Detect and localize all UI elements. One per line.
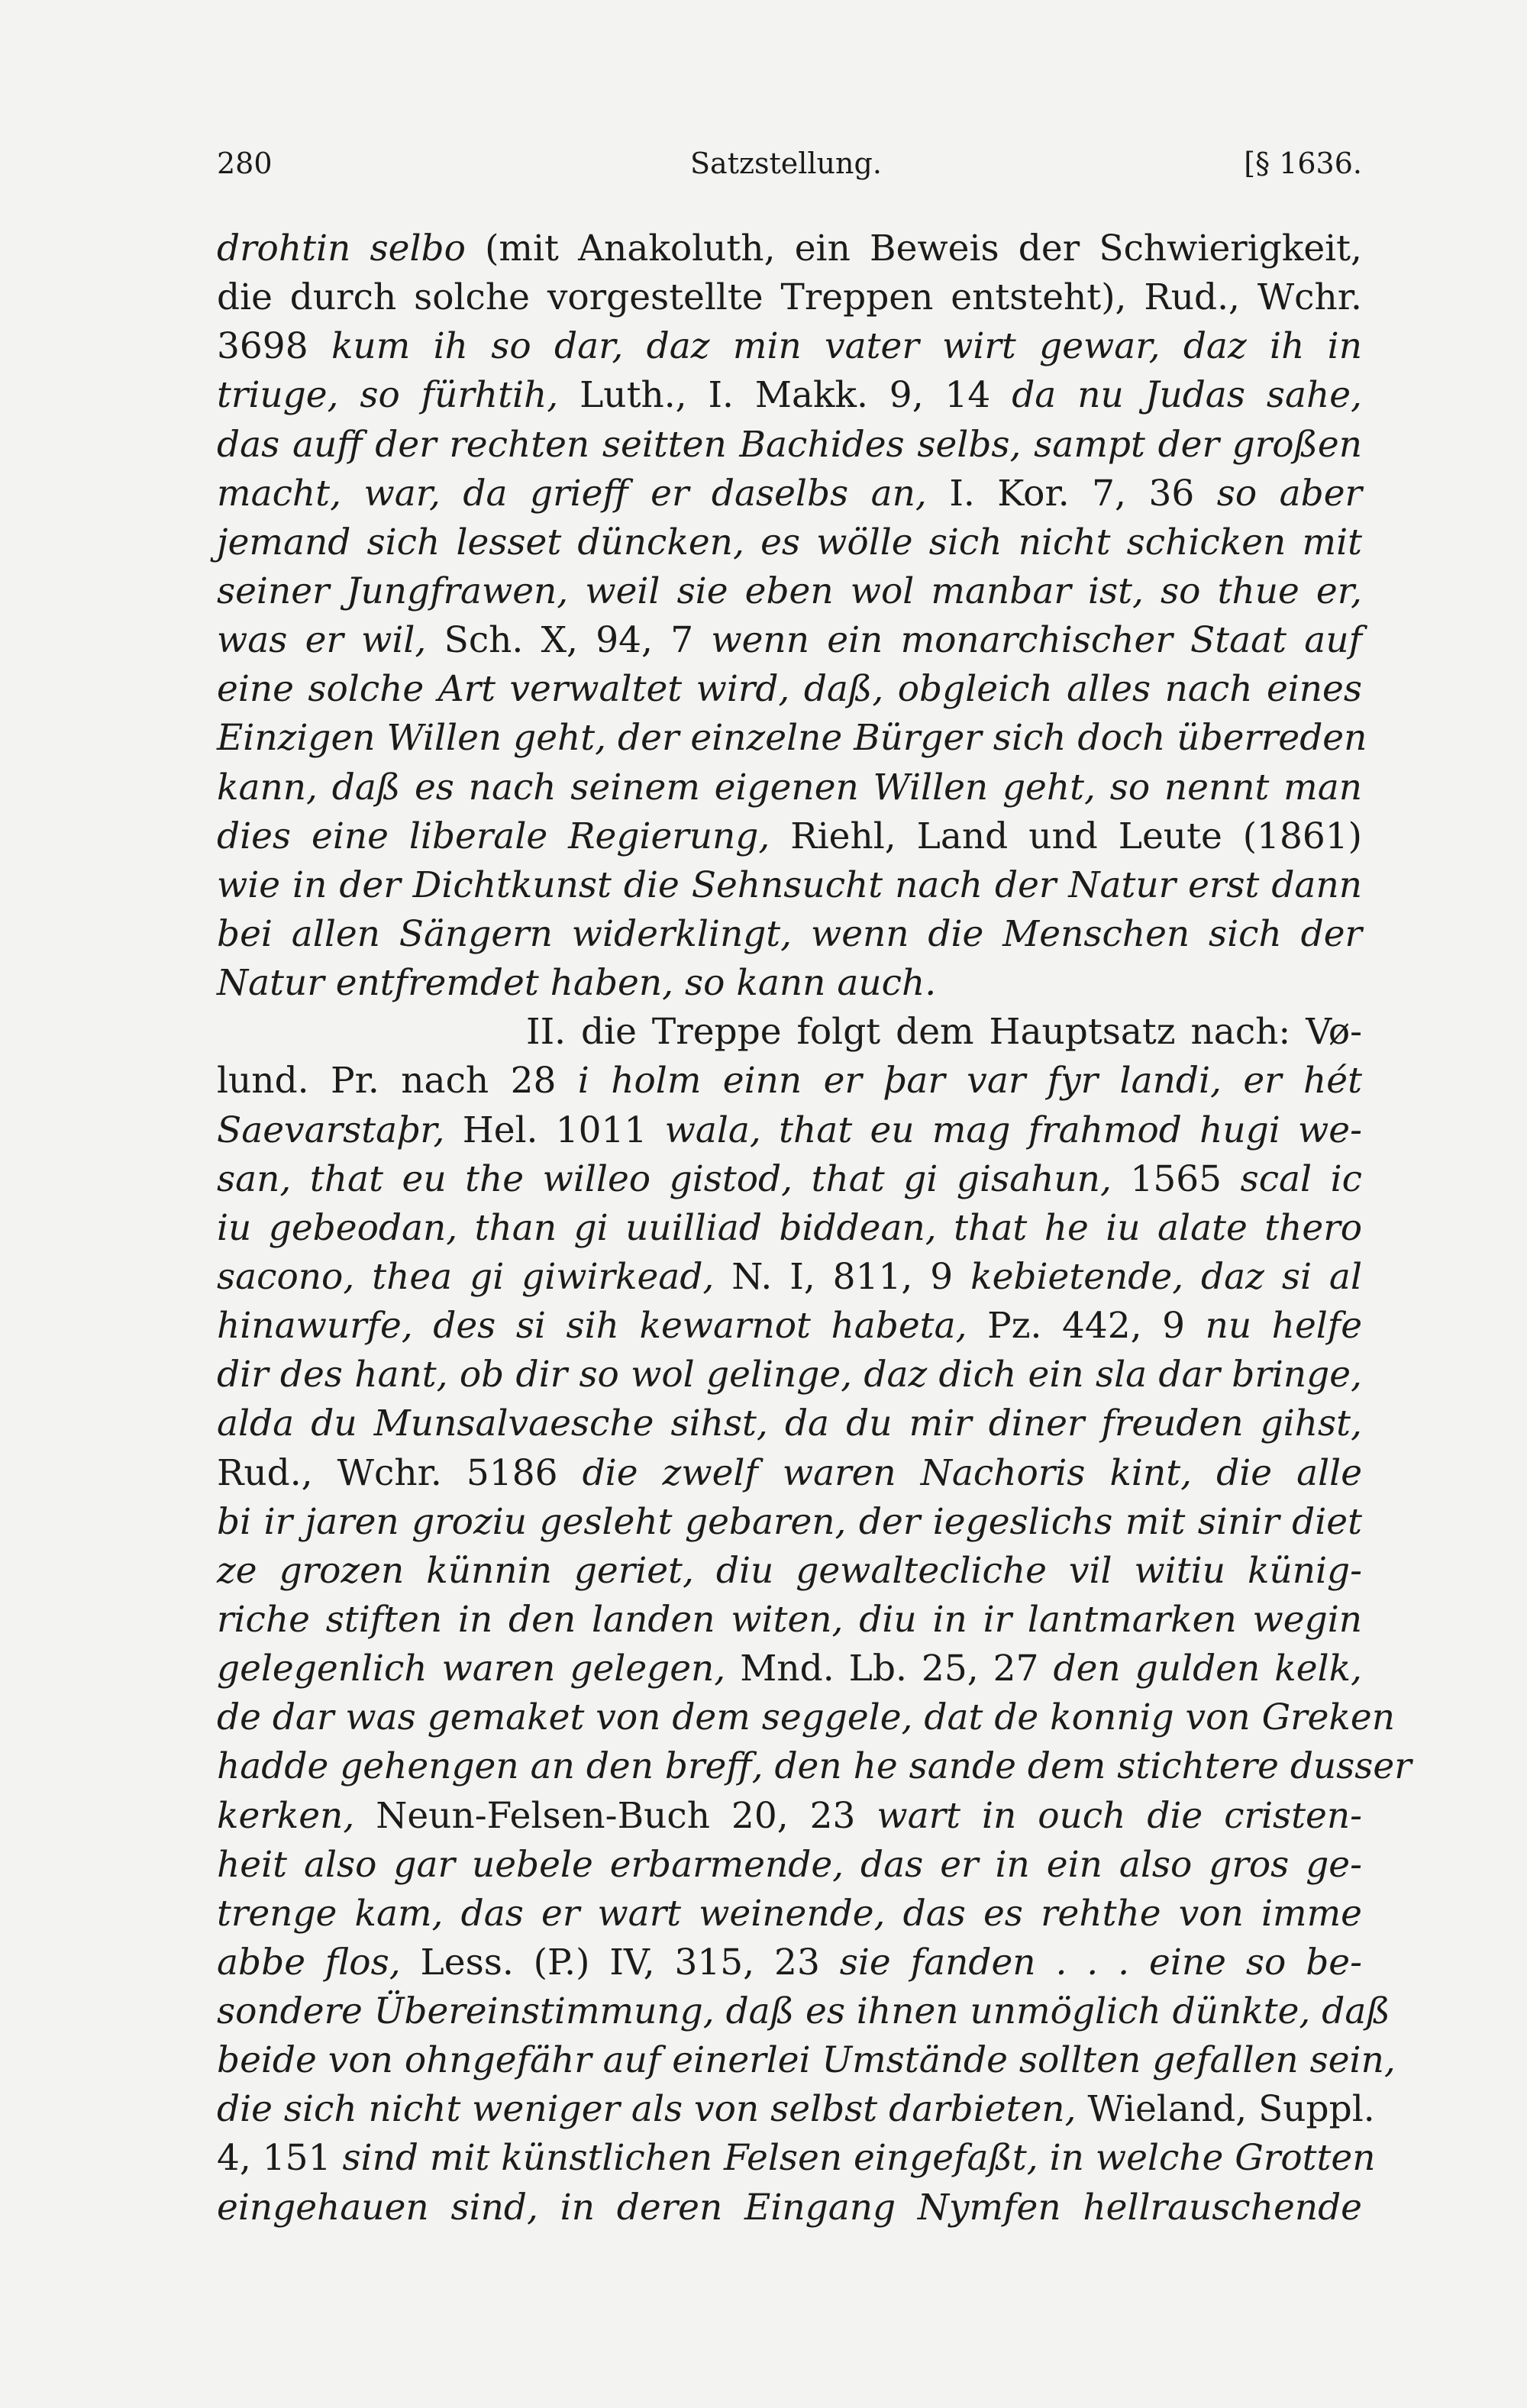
text-line — [217, 861, 1362, 910]
roman-segment: II. die Treppe folgt dem Hauptsatz nach: Vø- — [526, 1011, 1362, 1054]
italic-segment: was er wil, — [217, 619, 427, 662]
running-title: Satzstellung. — [690, 147, 882, 180]
roman-segment: 4, 151 — [217, 2137, 343, 2180]
text-line — [217, 1351, 1362, 1399]
text-line — [217, 371, 1362, 420]
text-line — [217, 1253, 1362, 1302]
text-line — [217, 1155, 1362, 1204]
text-line — [217, 1302, 1362, 1351]
text-line — [217, 1890, 1362, 1938]
italic-segment: kerken, — [217, 1794, 355, 1837]
text-line — [217, 1449, 1362, 1498]
text-line — [217, 322, 1362, 371]
roman-segment: 3698 — [217, 325, 331, 368]
italic-segment: eingehauen sind, in deren Eingang Nymfen hellrauschende — [217, 2186, 1362, 2229]
italic-segment: bi ir jaren groziu gesleht gebaren, der iegeslichs mit sinir diet — [217, 1500, 1362, 1543]
italic-segment: sacono, thea gi giwirkead, — [217, 1255, 715, 1298]
italic-segment: das auff der rechten seitten Bachides selbs, sampt der großen — [217, 423, 1362, 466]
italic-segment: dir des hant, ob dir so wol gelinge, daz dich ein sla dar bringe, — [217, 1354, 1362, 1396]
text-line — [217, 2036, 1396, 2085]
roman-segment: Rud., Wchr. 5186 — [217, 1451, 583, 1494]
roman-segment: Hel. 1011 — [444, 1109, 665, 1151]
roman-segment: Pz. 442, 9 — [967, 1305, 1206, 1348]
italic-segment: jemand sich lesset düncken, es wölle sich nicht schicken mit — [217, 521, 1362, 563]
italic-segment: bei allen Sängern widerklingt, wenn die Menschen sich der — [217, 912, 1362, 955]
italic-segment: triuge, so fürhtih, — [217, 374, 559, 417]
text-line — [217, 1742, 1412, 1791]
roman-segment: Less. (P.) IV, 315, 23 — [400, 1941, 840, 1984]
text-line — [217, 1057, 1362, 1106]
italic-segment: Natur entfremdet haben, so kann auch. — [217, 962, 937, 1005]
roman-segment: 1565 — [1111, 1157, 1241, 1200]
text-line — [217, 1645, 1362, 1693]
text-line — [217, 1204, 1362, 1253]
italic-segment: kum ih so dar, daz min vater wirt gewar, daz ih in — [331, 325, 1362, 368]
italic-segment: riche stiften in den landen witen, diu in ir lantmarken wegin — [217, 1598, 1362, 1641]
text-line — [217, 224, 1362, 273]
italic-segment: drohtin selbo — [217, 228, 466, 270]
text-line — [217, 421, 1362, 470]
italic-segment: heit also gar uebele erbarmende, das er in ein also gros ge- — [217, 1843, 1362, 1886]
text-line — [217, 1841, 1362, 1890]
running-header — [217, 147, 1362, 200]
italic-segment: hadde gehengen an den breff, den he sande dem stichtere dusser — [217, 1745, 1412, 1788]
text-line — [217, 2184, 1362, 2232]
body-text — [217, 224, 1412, 2232]
italic-segment: beide von ohngefähr auf einerlei Umstände sollten gefallen sein, — [217, 2039, 1396, 2082]
text-line — [217, 910, 1362, 959]
text-line — [217, 665, 1362, 714]
italic-segment: i holm einn er þar var fyr landi, er hét — [577, 1060, 1362, 1102]
italic-segment: alda du Munsalvaesche sihst, da du mir diner freuden gihst, — [217, 1403, 1362, 1445]
italic-segment: so aber — [1216, 472, 1363, 515]
text-line — [217, 2085, 1375, 2134]
italic-segment: sind mit künstlichen Felsen eingefaßt, in welche Grotten — [342, 2137, 1376, 2180]
text-line — [217, 1987, 1390, 2036]
italic-segment: kann, daß es nach seinem eigenen Willen geht, so nennt man — [217, 766, 1362, 809]
italic-segment: kebietende, daz si al — [970, 1255, 1362, 1298]
text-line — [217, 763, 1362, 812]
text-line — [217, 1547, 1362, 1596]
italic-segment: hinawurfe, des si sih kewarnot habeta, — [217, 1305, 967, 1348]
italic-segment: san, that eu the willeo gistod, that gi gisahun, — [217, 1157, 1112, 1200]
italic-segment: Einzigen Willen geht, der einzelne Bürger sich doch überreden — [217, 717, 1367, 760]
section-reference: [§ 1636. — [1244, 147, 1362, 180]
italic-segment: sondere Übereinstimmung, daß es ihnen unmöglich dünkte, daß — [217, 1990, 1390, 2033]
roman-segment: Neun-Felsen-Buch 20, 23 — [354, 1794, 877, 1837]
italic-segment: scal ic — [1240, 1157, 1362, 1200]
text-line — [217, 567, 1362, 616]
italic-segment: de dar was gemaket von dem seggele, dat de konnig von Greken — [217, 1696, 1395, 1739]
roman-segment: Luth., I. Makk. 9, 14 — [558, 374, 1012, 417]
text-line — [217, 959, 1362, 1008]
text-line — [217, 470, 1362, 518]
italic-segment: wart in ouch die cristen- — [876, 1794, 1362, 1837]
roman-segment: die durch solche vorgestellte Treppen entsteht), Rud., Wchr. — [217, 276, 1362, 319]
roman-segment: I. Kor. 7, 36 — [926, 472, 1217, 515]
roman-segment: N. I, 811, 9 — [714, 1255, 971, 1298]
text-line — [217, 2134, 1376, 2183]
italic-segment: wie in der Dichtkunst die Sehnsucht nach der Natur erst dann — [217, 863, 1362, 906]
italic-segment: dies eine liberale Regierung, — [217, 815, 770, 857]
italic-segment: wenn ein monarchischer Staat auf — [711, 619, 1362, 662]
text-line — [217, 1498, 1362, 1547]
italic-segment: eine solche Art verwaltet wird, daß, obgleich alles nach eines — [217, 668, 1362, 711]
text-line — [217, 616, 1362, 665]
text-line — [217, 1008, 1362, 1057]
text-line — [217, 518, 1362, 567]
italic-segment: nu helfe — [1205, 1305, 1363, 1348]
italic-segment: da nu Judas sahe, — [1012, 374, 1362, 417]
italic-segment: seiner Jungfrawen, weil sie eben wol manbar ist, so thue er, — [217, 570, 1362, 612]
text-line — [217, 273, 1362, 322]
page-number: 280 — [217, 147, 273, 180]
italic-segment: wala, that eu mag frahmod hugi we- — [664, 1109, 1362, 1151]
italic-segment: trenge kam, das er wart weinende, das es rehthe von imme — [217, 1892, 1362, 1935]
italic-segment: gelegenlich waren gelegen, — [217, 1648, 726, 1690]
text-line — [217, 1596, 1362, 1645]
italic-segment: abbe flos, — [217, 1941, 401, 1984]
roman-segment: Mnd. Lb. 25, 27 — [725, 1648, 1054, 1690]
roman-segment: (mit Anakoluth, ein Beweis der Schwierigkeit, — [465, 228, 1362, 270]
text-line — [217, 1399, 1362, 1448]
text-line — [217, 1792, 1362, 1841]
italic-segment: die sich nicht weniger als von selbst darbieten, — [217, 2088, 1077, 2131]
text-line — [217, 1938, 1362, 1987]
roman-segment: lund. Pr. nach 28 — [217, 1060, 578, 1102]
text-line — [217, 812, 1362, 861]
italic-segment: ze grozen künnin geriet, diu gewaltecliche vil witiu künig- — [217, 1549, 1362, 1592]
roman-segment: Riehl, Land und Leute (1861) — [770, 815, 1362, 857]
italic-segment: den gulden kelk, — [1053, 1648, 1362, 1690]
text-line — [217, 714, 1367, 763]
italic-segment: macht, war, da grieff er daselbs an, — [217, 472, 927, 515]
italic-segment: die zwelf waren Nachoris kint, die alle — [582, 1451, 1363, 1494]
roman-segment: Sch. X, 94, 7 — [426, 619, 712, 662]
italic-segment: iu gebeodan, than gi uuilliad biddean, that he iu alate thero — [217, 1206, 1362, 1249]
text-line — [217, 1693, 1395, 1742]
roman-segment: Wieland, Suppl. — [1076, 2088, 1375, 2131]
text-line — [217, 1106, 1362, 1155]
italic-segment: sie fanden . . . eine so be- — [839, 1941, 1362, 1984]
italic-segment: Saevarstaþr, — [217, 1109, 445, 1151]
